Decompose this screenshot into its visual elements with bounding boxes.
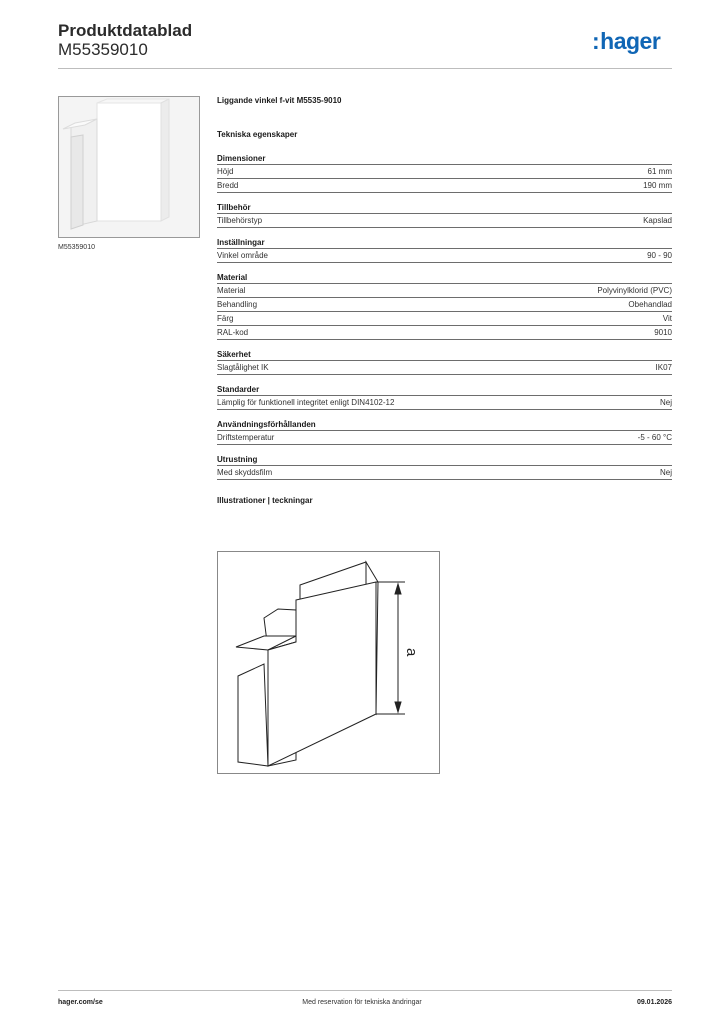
spec-row [217, 298, 672, 312]
spec-row [217, 361, 672, 375]
spec-column [217, 96, 672, 508]
spec-row [217, 312, 672, 326]
group-title: Tillbehör [217, 201, 672, 214]
spec-label: Bredd [217, 181, 239, 190]
illustrations-heading: Illustrationer | teckningar [217, 496, 313, 505]
spec-value: Kapslad [643, 216, 672, 225]
spec-row [217, 249, 672, 263]
technical-drawing [217, 551, 440, 774]
spec-value: Obehandlad [628, 300, 672, 309]
spec-group-utrustning [217, 453, 672, 480]
spec-label: Höjd [217, 167, 234, 176]
spec-value: Polyvinylklorid (PVC) [597, 286, 672, 295]
spec-label: Tillbehörstyp [217, 216, 263, 225]
spec-label: Behandling [217, 300, 258, 309]
spec-row [217, 284, 672, 298]
header-divider [58, 68, 672, 69]
page-title: Produktdatablad [58, 21, 193, 40]
spec-row [217, 466, 672, 480]
spec-value: 9010 [654, 328, 672, 337]
spec-group-anvandningsforhallanden [217, 418, 672, 445]
spec-row [217, 326, 672, 340]
spec-value: 190 mm [643, 181, 672, 190]
group-title: Standarder [217, 383, 672, 396]
spec-label: Med skyddsfilm [217, 468, 273, 477]
footer-website-link[interactable]: hager.com/se [58, 999, 103, 1006]
spec-label: Material [217, 286, 246, 295]
spec-value: 90 - 90 [647, 251, 672, 260]
spec-value: Nej [659, 468, 672, 477]
spec-group-dimensioner [217, 152, 672, 193]
spec-value: 61 mm [647, 167, 672, 176]
group-title: Utrustning [217, 453, 672, 466]
spec-label: Vinkel område [217, 251, 268, 260]
spec-value: IK07 [655, 363, 672, 372]
tech-heading: Tekniska egenskaper [217, 130, 298, 139]
group-title: Material [217, 271, 672, 284]
product-name: Liggande vinkel f-vit M5535-9010 [217, 96, 342, 105]
footer-divider [58, 990, 672, 991]
product-code: M55359010 [58, 40, 148, 59]
dimension-label: a [403, 648, 420, 657]
spec-row [217, 165, 672, 179]
product-image [58, 96, 200, 238]
group-title: Säkerhet [217, 348, 672, 361]
spec-group-standarder [217, 383, 672, 410]
spec-label: Färg [217, 314, 234, 323]
group-title: Dimensioner [217, 152, 672, 165]
spec-group-sakerhet [217, 348, 672, 375]
spec-row [217, 431, 672, 445]
spec-group-material [217, 271, 672, 340]
spec-label: RAL-kod [217, 328, 249, 337]
spec-value: Vit [662, 314, 672, 323]
spec-row [217, 214, 672, 228]
spec-label: Lämplig för funktionell integritet enligt DIN4102-12 [217, 398, 395, 407]
spec-label: Slagtålighet IK [217, 363, 269, 372]
footer-disclaimer: Med reservation för tekniska ändringar [302, 999, 422, 1006]
spec-value: Nej [659, 398, 672, 407]
spec-row [217, 396, 672, 410]
group-title: Användningsförhållanden [217, 418, 672, 431]
spec-group-installningar [217, 236, 672, 263]
spec-label: Driftstemperatur [217, 433, 275, 442]
spec-row [217, 179, 672, 193]
spec-value: -5 - 60 °C [637, 433, 672, 442]
image-caption: M55359010 [58, 244, 95, 251]
group-title: Inställningar [217, 236, 672, 249]
footer-date: 09.01.2026 [636, 999, 672, 1006]
spec-group-tillbehor [217, 201, 672, 228]
hager-logo[interactable]: :hager [592, 28, 661, 54]
